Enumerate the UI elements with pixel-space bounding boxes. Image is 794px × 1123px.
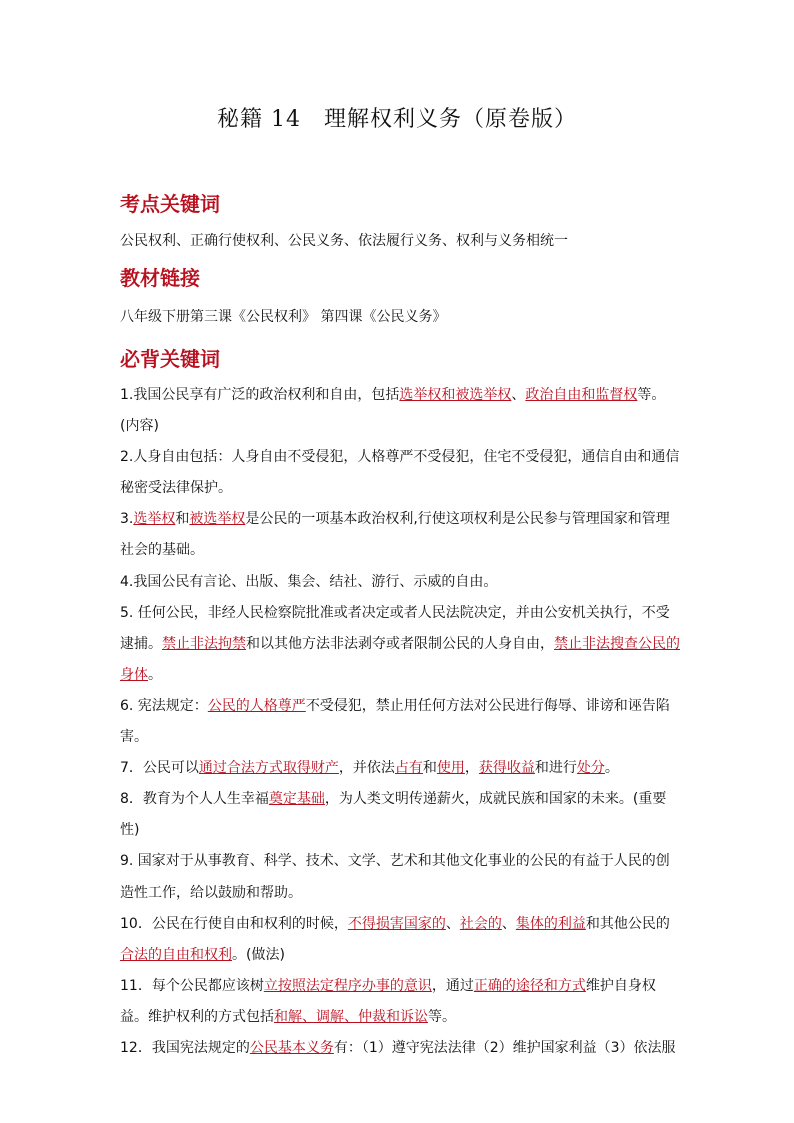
- keyword-highlight: 政治自由和监督权: [525, 387, 638, 403]
- keyword-highlight: 立按照法定程序办事的意识: [263, 977, 432, 994]
- list-item: [120, 442, 682, 504]
- item-text: 1.我国公民享有广泛的政治权利和自由，包括: [120, 387, 400, 403]
- item-text: 是公民的一项基本政治权利,行使这项权利是公民参与管理国家和管理社会的基础。: [120, 511, 670, 559]
- keyword-highlight: 处分: [576, 760, 605, 777]
- keyword-highlight: 被选举权: [189, 511, 246, 528]
- keyword-highlight: 选举权: [133, 511, 176, 528]
- keyword-highlight: 不得损害国家的: [347, 915, 446, 932]
- list-item: [120, 380, 682, 442]
- keyword-highlight: 公民的人格尊严: [207, 697, 306, 714]
- item-text: ，通过: [431, 977, 474, 994]
- list-item: [120, 1033, 682, 1064]
- keyword-highlight: 社会的: [459, 915, 502, 932]
- must-memorize-heading: 必背关键词: [120, 347, 220, 371]
- item-text: 2.人身自由包括：人身自由不受侵犯，人格尊严不受侵犯，住宅不受侵犯，通信自由和通信秘密受法律保护。: [120, 449, 680, 497]
- item-text: 等。(内容): [120, 387, 666, 435]
- keywords-heading: 考点关键词: [120, 192, 220, 216]
- item-text: 和其他公民的: [585, 915, 670, 932]
- list-item: [120, 909, 682, 971]
- must-memorize-list: [120, 380, 682, 1064]
- keyword-highlight: 获得收益: [478, 760, 535, 777]
- list-item: [120, 504, 682, 566]
- item-text: 8．教育为个人人生幸福: [120, 791, 269, 808]
- list-item: [120, 846, 682, 908]
- item-text: 。(做法): [232, 946, 285, 963]
- textbook-heading: 教材链接: [120, 266, 200, 290]
- item-text: 、: [511, 387, 526, 403]
- item-text: 。: [148, 666, 162, 683]
- item-text: 等。: [428, 1008, 456, 1025]
- item-text: 11．每个公民都应该树: [120, 977, 264, 994]
- item-text: 不受侵犯，禁止用任何方法对公民进行侮辱、诽谤和诬告陷害。: [120, 697, 670, 746]
- item-text: 、: [445, 915, 460, 932]
- list-item: [120, 971, 682, 1033]
- keyword-highlight: 通过合法方式取得财产: [198, 760, 339, 777]
- item-text: 4.我国公民有言论、出版、集会、结社、游行、示威的自由。: [120, 573, 498, 590]
- keyword-highlight: 使用: [436, 760, 465, 777]
- item-text: 3.: [120, 511, 134, 528]
- keyword-highlight: 公民基本义务: [249, 1039, 334, 1056]
- item-text: 5. 任何公民，非经人民检察院批准或者决定或者人民法院决定，并由公安机关执行，不受逮捕。: [120, 604, 670, 652]
- keyword-highlight: 集体的利益: [515, 915, 586, 932]
- item-text: 有：（1）遵守宪法法律（2）维护国家利益（3）依法服: [333, 1039, 676, 1056]
- item-text: 12．我国宪法规定的: [120, 1039, 250, 1056]
- keyword-highlight: 合法的自由和权利: [120, 946, 232, 963]
- keyword-highlight: 选举权和被选举权: [399, 387, 512, 403]
- item-text: ，为人类文明传递薪火，成就民族和国家的未来。(重要性): [120, 791, 667, 839]
- item-text: 和: [422, 760, 437, 777]
- item-text: 和进行: [534, 760, 577, 777]
- item-text: 。: [604, 760, 619, 777]
- list-item: [120, 598, 682, 691]
- item-text: ，: [464, 760, 479, 777]
- textbook-text: 八年级下册第三课《公民权利》 第四课《公民义务》: [120, 309, 447, 325]
- page-title: 秘籍 14 理解权利义务（原卷版）: [217, 107, 577, 132]
- item-text: 7．公民可以: [120, 760, 199, 777]
- item-text: 和以其他方法非法剥夺或者限制公民的人身自由，: [246, 635, 554, 652]
- list-item: [120, 567, 682, 598]
- keyword-highlight: 奠定基础: [268, 791, 325, 808]
- item-text: ，并依法: [338, 760, 395, 777]
- item-text: 9. 国家对于从事教育、科学、技术、文学、艺术和其他文化事业的公民的有益于人民的创造性工作，给以鼓励和帮助。: [120, 853, 670, 901]
- item-text: 维护自身权益。维护权利的方式包括: [120, 977, 656, 1025]
- keyword-highlight: 正确的途径和方式: [473, 977, 586, 994]
- keyword-highlight: 和解、调解、仲裁和诉讼: [274, 1008, 428, 1025]
- keywords-text: 公民权利、正确行使权利、公民义务、依法履行义务、权利与义务相统一: [120, 233, 568, 249]
- list-item: [120, 753, 682, 784]
- keyword-highlight: 禁止非法搜查公民的身体: [120, 635, 680, 683]
- item-text: 10．公民在行使自由和权利的时候，: [120, 915, 348, 932]
- keyword-highlight: 占有: [394, 760, 423, 777]
- list-item: [120, 691, 682, 753]
- list-item: [120, 784, 682, 846]
- keyword-highlight: 禁止非法拘禁: [162, 635, 246, 652]
- item-text: 、: [501, 915, 516, 932]
- item-text: 和: [175, 511, 190, 528]
- item-text: 6. 宪法规定：: [120, 697, 208, 714]
